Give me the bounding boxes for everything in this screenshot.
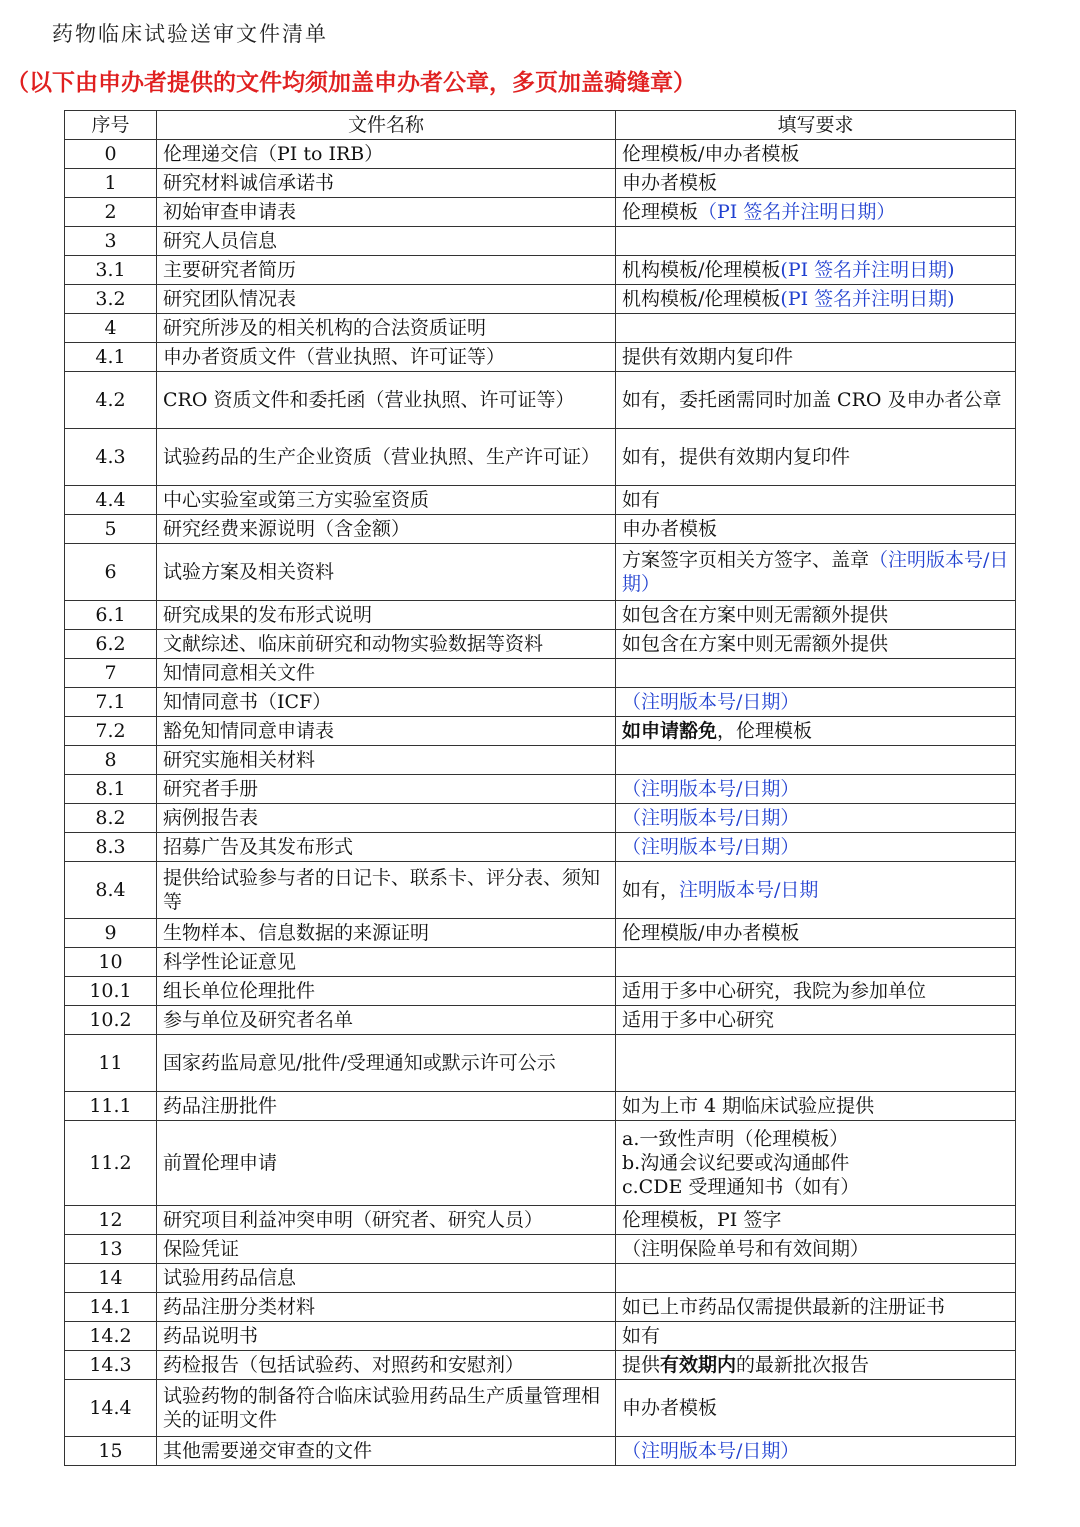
document-name: 知情同意相关文件 xyxy=(157,659,616,688)
requirement xyxy=(616,1092,1016,1121)
requirement-text: 如有，提供有效期内复印件 xyxy=(622,446,851,468)
requirement xyxy=(616,198,1016,227)
table-row xyxy=(65,919,1016,948)
requirement xyxy=(616,169,1016,198)
row-number: 3 xyxy=(65,227,157,256)
row-number: 8 xyxy=(65,746,157,775)
requirement xyxy=(616,919,1016,948)
requirement-text: 如有，委托函需同时加盖 CRO 及申办者公章 xyxy=(622,389,1002,411)
header-req: 填写要求 xyxy=(616,111,1016,140)
table-header-row xyxy=(65,111,1016,140)
requirement xyxy=(616,601,1016,630)
table-row xyxy=(65,833,1016,862)
row-number: 4.2 xyxy=(65,372,157,429)
table-row xyxy=(65,1293,1016,1322)
table-row xyxy=(65,948,1016,977)
row-number: 4.1 xyxy=(65,343,157,372)
row-number: 14 xyxy=(65,1264,157,1293)
requirement-note: （注明版本号/日期） xyxy=(622,1440,800,1462)
requirement-text: ，伦理模板 xyxy=(717,720,813,742)
requirement-text: 适用于多中心研究，我院为参加单位 xyxy=(622,980,927,1002)
row-number: 6.1 xyxy=(65,601,157,630)
requirement-note: (PI 签名并注明日期) xyxy=(780,259,955,281)
document-name: 试验药品的生产企业资质（营业执照、生产许可证） xyxy=(157,429,616,486)
table-row xyxy=(65,1006,1016,1035)
requirement xyxy=(616,862,1016,919)
requirement xyxy=(616,1235,1016,1264)
table-row xyxy=(65,1035,1016,1092)
document-name: 研究经费来源说明（含金额） xyxy=(157,515,616,544)
table-row xyxy=(65,746,1016,775)
requirement xyxy=(616,833,1016,862)
requirement xyxy=(616,630,1016,659)
row-number: 14.3 xyxy=(65,1351,157,1380)
requirement-text: 申办者模板 xyxy=(622,172,718,194)
requirement-text: 适用于多中心研究 xyxy=(622,1009,775,1031)
requirement-bold-text: 如申请豁免 xyxy=(622,720,718,742)
requirement xyxy=(616,1380,1016,1437)
requirement-line: b.沟通会议纪要或沟通邮件 xyxy=(622,1152,850,1174)
table-row xyxy=(65,1351,1016,1380)
row-number: 8.2 xyxy=(65,804,157,833)
row-number: 11.1 xyxy=(65,1092,157,1121)
row-number: 4.3 xyxy=(65,429,157,486)
table-row xyxy=(65,169,1016,198)
table-row xyxy=(65,1235,1016,1264)
table-row xyxy=(65,429,1016,486)
requirement-text: 如包含在方案中则无需额外提供 xyxy=(622,604,889,626)
document-name: CRO 资质文件和委托函（营业执照、许可证等） xyxy=(157,372,616,429)
document-name: 试验用药品信息 xyxy=(157,1264,616,1293)
requirement xyxy=(616,948,1016,977)
document-name: 主要研究者简历 xyxy=(157,256,616,285)
requirement xyxy=(616,227,1016,256)
document-name: 生物样本、信息数据的来源证明 xyxy=(157,919,616,948)
row-number: 8.3 xyxy=(65,833,157,862)
requirement-text: 机构模板/伦理模板 xyxy=(622,259,781,281)
requirement-text: 申办者模板 xyxy=(622,518,718,540)
table-row xyxy=(65,688,1016,717)
row-number: 11.2 xyxy=(65,1121,157,1206)
table-row xyxy=(65,977,1016,1006)
document-name: 科学性论证意见 xyxy=(157,948,616,977)
requirement xyxy=(616,746,1016,775)
document-name: 试验药物的制备符合临床试验用药品生产质量管理相关的证明文件 xyxy=(157,1380,616,1437)
requirement-note: （注明版本号/日期） xyxy=(622,691,800,713)
row-number: 7 xyxy=(65,659,157,688)
table-row xyxy=(65,140,1016,169)
document-name: 药品说明书 xyxy=(157,1322,616,1351)
document-name: 提供给试验参与者的日记卡、联系卡、评分表、须知等 xyxy=(157,862,616,919)
requirement xyxy=(616,515,1016,544)
requirement-text: 伦理模板，PI 签字 xyxy=(622,1209,782,1231)
requirement-note: （注明版本号/日期） xyxy=(622,807,800,829)
notice-text: （以下由申办者提供的文件均须加盖申办者公章，多页加盖骑缝章） xyxy=(6,70,696,96)
requirement xyxy=(616,343,1016,372)
document-name: 招募广告及其发布形式 xyxy=(157,833,616,862)
table-row xyxy=(65,314,1016,343)
requirement-text: （注明保险单号和有效间期） xyxy=(622,1238,870,1260)
document-checklist-table xyxy=(64,110,1016,1466)
row-number: 14.1 xyxy=(65,1293,157,1322)
table-body xyxy=(65,140,1016,1466)
row-number: 15 xyxy=(65,1437,157,1466)
requirement xyxy=(616,140,1016,169)
document-name: 病例报告表 xyxy=(157,804,616,833)
requirement-text: 如有 xyxy=(622,489,661,511)
requirement-text: 如有， xyxy=(622,879,680,901)
table-row xyxy=(65,659,1016,688)
row-number: 10 xyxy=(65,948,157,977)
requirement-text: 方案签字页相关方签字、盖章 xyxy=(622,549,870,571)
requirement xyxy=(616,804,1016,833)
table-row xyxy=(65,515,1016,544)
document-name: 药品注册分类材料 xyxy=(157,1293,616,1322)
table-row xyxy=(65,717,1016,746)
row-number: 0 xyxy=(65,140,157,169)
table-row xyxy=(65,1092,1016,1121)
requirement-line: a.一致性声明（伦理模板） xyxy=(622,1128,849,1150)
table-row xyxy=(65,486,1016,515)
table-row xyxy=(65,256,1016,285)
document-name: 研究人员信息 xyxy=(157,227,616,256)
row-number: 2 xyxy=(65,198,157,227)
row-number: 4.4 xyxy=(65,486,157,515)
document-name: 初始审查申请表 xyxy=(157,198,616,227)
row-number: 14.4 xyxy=(65,1380,157,1437)
requirement xyxy=(616,1006,1016,1035)
requirement xyxy=(616,1322,1016,1351)
document-name: 知情同意书（ICF） xyxy=(157,688,616,717)
document-name: 保险凭证 xyxy=(157,1235,616,1264)
requirement xyxy=(616,544,1016,601)
document-name: 研究团队情况表 xyxy=(157,285,616,314)
requirement-note: （注明版本号/日期） xyxy=(622,778,800,800)
document-name: 药品注册批件 xyxy=(157,1092,616,1121)
requirement-bold-text: 有效期内 xyxy=(660,1354,737,1376)
requirement-text: 如有 xyxy=(622,1325,661,1347)
requirement-note: （注明版本号/日期） xyxy=(622,836,800,858)
table-row xyxy=(65,1206,1016,1235)
requirement-text: 如包含在方案中则无需额外提供 xyxy=(622,633,889,655)
document-name: 前置伦理申请 xyxy=(157,1121,616,1206)
requirement-text: 如为上市 4 期临床试验应提供 xyxy=(622,1095,875,1117)
row-number: 6.2 xyxy=(65,630,157,659)
requirement-note: 注明版本号/日期 xyxy=(679,879,819,901)
table-row xyxy=(65,1121,1016,1206)
document-name: 研究项目利益冲突申明（研究者、研究人员） xyxy=(157,1206,616,1235)
document-name: 研究实施相关材料 xyxy=(157,746,616,775)
document-name: 豁免知情同意申请表 xyxy=(157,717,616,746)
table-row xyxy=(65,1322,1016,1351)
row-number: 3.2 xyxy=(65,285,157,314)
requirement xyxy=(616,717,1016,746)
requirement-text: 伦理模板 xyxy=(622,201,699,223)
table-row xyxy=(65,544,1016,601)
row-number: 4 xyxy=(65,314,157,343)
requirement xyxy=(616,1293,1016,1322)
table-row xyxy=(65,630,1016,659)
requirement-note: （PI 签名并注明日期） xyxy=(698,201,896,223)
row-number: 8.4 xyxy=(65,862,157,919)
document-name: 参与单位及研究者名单 xyxy=(157,1006,616,1035)
document-name: 研究材料诚信承诺书 xyxy=(157,169,616,198)
document-name: 药检报告（包括试验药、对照药和安慰剂） xyxy=(157,1351,616,1380)
requirement xyxy=(616,314,1016,343)
table-row xyxy=(65,804,1016,833)
requirement-text: 如已上市药品仅需提供最新的注册证书 xyxy=(622,1296,946,1318)
requirement-text: 机构模板/伦理模板 xyxy=(622,288,781,310)
requirement-line: c.CDE 受理通知书（如有） xyxy=(622,1176,860,1198)
requirement-note: （注明版本号/日期） xyxy=(622,549,1009,595)
requirement xyxy=(616,372,1016,429)
table-row xyxy=(65,862,1016,919)
row-number: 10.2 xyxy=(65,1006,157,1035)
header-no: 序号 xyxy=(65,111,157,140)
document-name: 中心实验室或第三方实验室资质 xyxy=(157,486,616,515)
table-row xyxy=(65,198,1016,227)
table-row xyxy=(65,372,1016,429)
document-name: 试验方案及相关资料 xyxy=(157,544,616,601)
requirement xyxy=(616,256,1016,285)
requirement-note: (PI 签名并注明日期) xyxy=(780,288,955,310)
requirement xyxy=(616,1437,1016,1466)
row-number: 5 xyxy=(65,515,157,544)
document-name: 研究者手册 xyxy=(157,775,616,804)
row-number: 6 xyxy=(65,544,157,601)
table-row xyxy=(65,775,1016,804)
requirement xyxy=(616,659,1016,688)
row-number: 11 xyxy=(65,1035,157,1092)
document-name: 申办者资质文件（营业执照、许可证等） xyxy=(157,343,616,372)
row-number: 3.1 xyxy=(65,256,157,285)
requirement xyxy=(616,1121,1016,1206)
requirement-text: 提供 xyxy=(622,1354,661,1376)
row-number: 12 xyxy=(65,1206,157,1235)
requirement-text: 伦理模版/申办者模板 xyxy=(622,922,800,944)
table-row xyxy=(65,1380,1016,1437)
document-name: 国家药监局意见/批件/受理通知或默示许可公示 xyxy=(157,1035,616,1092)
table-row xyxy=(65,1437,1016,1466)
requirement-text: 申办者模板 xyxy=(622,1397,718,1419)
table-row xyxy=(65,343,1016,372)
table-row xyxy=(65,285,1016,314)
table-row xyxy=(65,227,1016,256)
document-name: 研究所涉及的相关机构的合法资质证明 xyxy=(157,314,616,343)
requirement xyxy=(616,1206,1016,1235)
requirement xyxy=(616,1035,1016,1092)
requirement xyxy=(616,285,1016,314)
table-row xyxy=(65,1264,1016,1293)
requirement-text: 的最新批次报告 xyxy=(736,1354,870,1376)
requirement xyxy=(616,429,1016,486)
row-number: 10.1 xyxy=(65,977,157,1006)
document-name: 文献综述、临床前研究和动物实验数据等资料 xyxy=(157,630,616,659)
row-number: 14.2 xyxy=(65,1322,157,1351)
table-row xyxy=(65,601,1016,630)
document-title: 药物临床试验送审文件清单 xyxy=(52,22,328,46)
row-number: 7.2 xyxy=(65,717,157,746)
document-name: 其他需要递交审查的文件 xyxy=(157,1437,616,1466)
requirement xyxy=(616,486,1016,515)
row-number: 1 xyxy=(65,169,157,198)
requirement-text: 伦理模板/申办者模板 xyxy=(622,143,800,165)
requirement-text: 提供有效期内复印件 xyxy=(622,346,794,368)
document-name: 组长单位伦理批件 xyxy=(157,977,616,1006)
header-name: 文件名称 xyxy=(157,111,616,140)
row-number: 7.1 xyxy=(65,688,157,717)
document-name: 伦理递交信（PI to IRB） xyxy=(157,140,616,169)
document-name: 研究成果的发布形式说明 xyxy=(157,601,616,630)
row-number: 13 xyxy=(65,1235,157,1264)
requirement xyxy=(616,977,1016,1006)
row-number: 8.1 xyxy=(65,775,157,804)
requirement xyxy=(616,775,1016,804)
requirement xyxy=(616,1264,1016,1293)
requirement xyxy=(616,688,1016,717)
row-number: 9 xyxy=(65,919,157,948)
requirement xyxy=(616,1351,1016,1380)
